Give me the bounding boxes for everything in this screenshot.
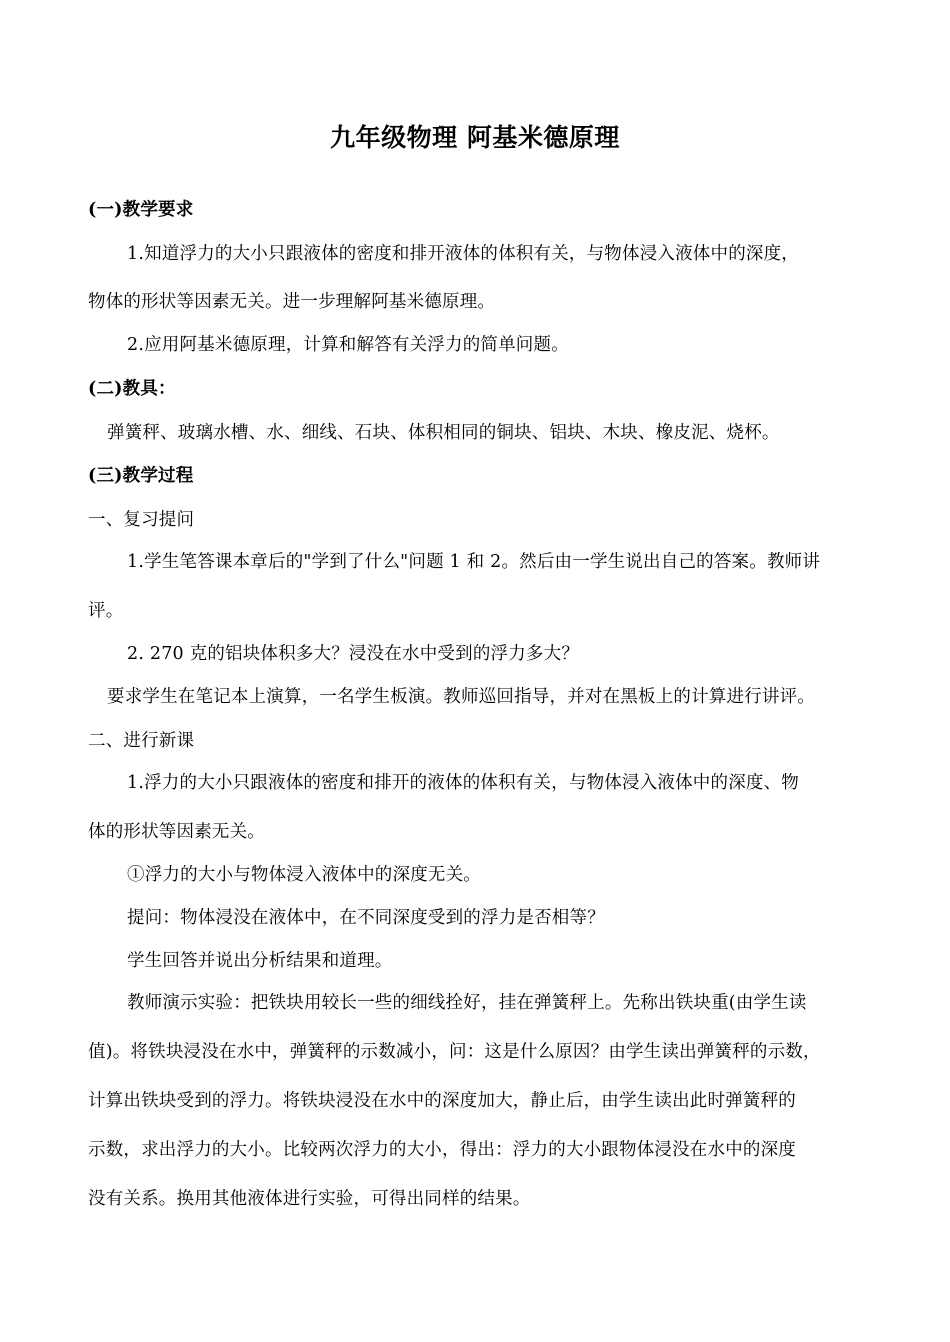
part-2-heading: 二、进行新课 bbox=[88, 731, 195, 751]
requirement-2: 2.应用阿基米德原理，计算和解答有关浮力的简单问题。 bbox=[127, 335, 569, 355]
review-1-line-1: 1.学生笔答课本章后的"学到了什么"问题 1 和 2。然后由一学生说出自己的答案。教师讲 bbox=[127, 552, 821, 572]
point-1: ①浮力的大小与物体浸入液体中的深度无关。 bbox=[127, 865, 481, 885]
document-title: 九年级物理 阿基米德原理 bbox=[330, 123, 620, 152]
requirement-1-line-1: 1.知道浮力的大小只跟液体的密度和排开液体的体积有关，与物体浸入液体中的深度， bbox=[127, 244, 799, 264]
part-1-heading: 一、复习提问 bbox=[88, 510, 195, 530]
demo-line-1: 教师演示实验：把铁块用较长一些的细线拴好，挂在弹簧秤上。先称出铁块重(由学生读 bbox=[127, 993, 807, 1013]
review-2: 2. 270 克的铝块体积多大？浸没在水中受到的浮力多大？ bbox=[127, 644, 580, 664]
demo-line-2: 值)。将铁块浸没在水中，弹簧秤的示数减小，问：这是什么原因？由学生读出弹簧秤的示数， bbox=[88, 1042, 821, 1062]
question: 提问：物体浸没在液体中，在不同深度受到的浮力是否相等？ bbox=[127, 908, 605, 928]
demo-line-3: 计算出铁块受到的浮力。将铁块浸没在水中的深度加大，静止后，由学生读出此时弹簧秤的 bbox=[88, 1091, 796, 1111]
new-lesson-1-line-2: 体的形状等因素无关。 bbox=[88, 822, 265, 842]
demo-line-5: 没有关系。换用其他液体进行实验，可得出同样的结果。 bbox=[88, 1189, 531, 1209]
new-lesson-1-line-1: 1.浮力的大小只跟液体的密度和排开的液体的体积有关，与物体浸入液体中的深度、物 bbox=[127, 773, 799, 793]
requirement-1-line-2: 物体的形状等因素无关。进一步理解阿基米德原理。 bbox=[88, 292, 496, 312]
section-heading-process: (三)教学过程 bbox=[88, 466, 194, 486]
section-heading-tools: (二)教具： bbox=[88, 379, 176, 399]
student-answer: 学生回答并说出分析结果和道理。 bbox=[127, 951, 393, 971]
review-1-line-2: 评。 bbox=[88, 601, 124, 621]
review-2-note: 要求学生在笔记本上演算，一名学生板演。教师巡回指导，并对在黑板上的计算进行讲评。 bbox=[107, 687, 815, 707]
demo-line-4: 示数，求出浮力的大小。比较两次浮力的大小，得出：浮力的大小跟物体浸没在水中的深度 bbox=[88, 1140, 796, 1160]
section-heading-requirements: (一)教学要求 bbox=[88, 200, 194, 220]
tools-list: 弹簧秤、玻璃水槽、水、细线、石块、体积相同的铜块、铝块、木块、橡皮泥、烧杯。 bbox=[107, 423, 780, 443]
